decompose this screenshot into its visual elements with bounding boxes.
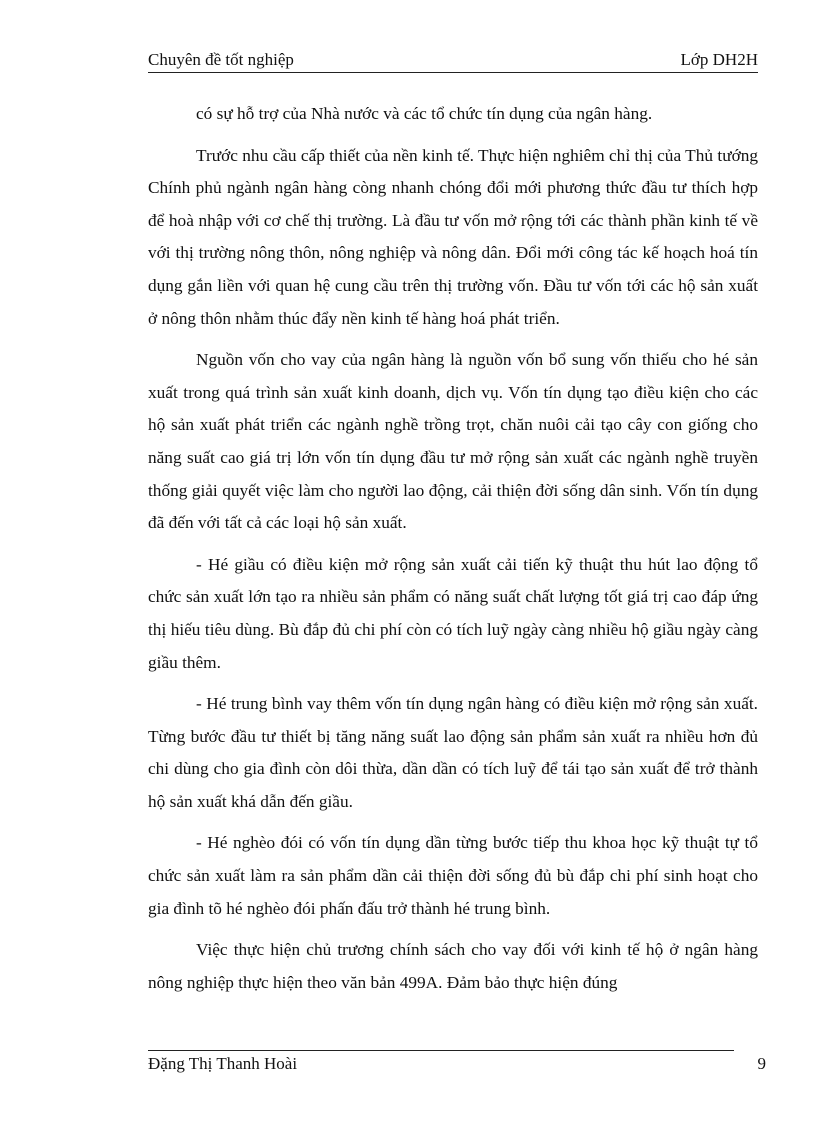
paragraph-7: Việc thực hiện chủ trương chính sách cho vay đối với kinh tế hộ ở ngân hàng nông nghiệp thực hiện theo văn bản 499A. Đảm bảo thực hiện đúng — [148, 940, 758, 992]
paragraph-6: - Hé nghèo đói có vốn tín dụng dần từng bước tiếp thu khoa học kỹ thuật tự tổ chức sản xuất làm ra sản phẩm dần cải thiện đời sống đủ bù đắp chi phí sinh hoạt cho gia đình tõ hé nghèo đói phấn đấu trở thành hé trung bình. — [148, 833, 758, 918]
paragraph-5: - Hé trung bình vay thêm vốn tín dụng ngân hàng có điều kiện mở rộng sản xuất. Từng bước đầu tư thiết bị tăng năng suất lao động sản phẩm sản xuất ra nhiều hơn đủ chi dùng cho gia đình còn dôi thừa, dần dần có tích luỹ để tái tạo sản xuất để trở thành hộ sản xuất khá dẫn đến giầu. — [148, 694, 758, 811]
paragraph-1: có sự hỗ trợ của Nhà nước và các tổ chức tín dụng của ngân hàng. — [196, 104, 653, 123]
document-body — [148, 98, 758, 1008]
paragraph-3: Nguồn vốn cho vay của ngân hàng là nguồn vốn bổ sung vốn thiếu cho hé sản xuất trong quá trình sản xuất kinh doanh, dịch vụ. Vốn tín dụng tạo điều kiện cho các hộ sản xuất phát triển các ngành nghề trồng trọt, chăn nuôi cải tạo cây con giống cho năng suất cao giá trị lớn vốn tín dụng đầu tư mở rộng sản xuất các ngành nghề truyền thống giải quyết việc làm cho người lao động, cải thiện đời sống dân sinh. Vốn tín dụng đã đến với tất cả các loại hộ sản xuất. — [148, 350, 758, 533]
footer-divider — [148, 1050, 734, 1051]
page-number: 9 — [757, 1054, 766, 1073]
footer-author: Đặng Thị Thanh Hoài — [148, 1054, 298, 1073]
paragraph-4: - Hé giầu có điều kiện mở rộng sản xuất cải tiến kỹ thuật thu hút lao động tổ chức sản xuất lớn tạo ra nhiều sản phẩm có năng suất chất lượng tốt giá trị cao đáp ứng thị hiếu tiêu dùng. Bù đắp đủ chi phí còn có tích luỹ ngày càng nhiều hộ giầu ngày càng giầu thêm. — [148, 554, 758, 672]
paragraph-2: Trước nhu cầu cấp thiết của nền kinh tế. Thực hiện nghiêm chỉ thị của Thủ tướng Chính phủ ngành ngân hàng còng nhanh chóng đổi mới phương thức đầu tư thích hợp để hoà nhập với cơ chế thị trường. Là đầu tư vốn mở rộng tới các thành phần kinh tế về với thị trường nông thôn, nông nghiệp và nông dân. Đổi mới công tác kế hoạch hoá tín dụng gắn liền với quan hệ cung cầu trên thị trường vốn. Đầu tư vốn tới các hộ sản xuất ở nông thôn nhằm thúc đẩy nền kinh tế hàng hoá phát triển. — [148, 145, 758, 328]
page-header — [148, 48, 758, 73]
header-class-name: Lớp DH2H — [680, 50, 758, 69]
header-document-type: Chuyên đề tốt nghiệp — [148, 50, 294, 69]
